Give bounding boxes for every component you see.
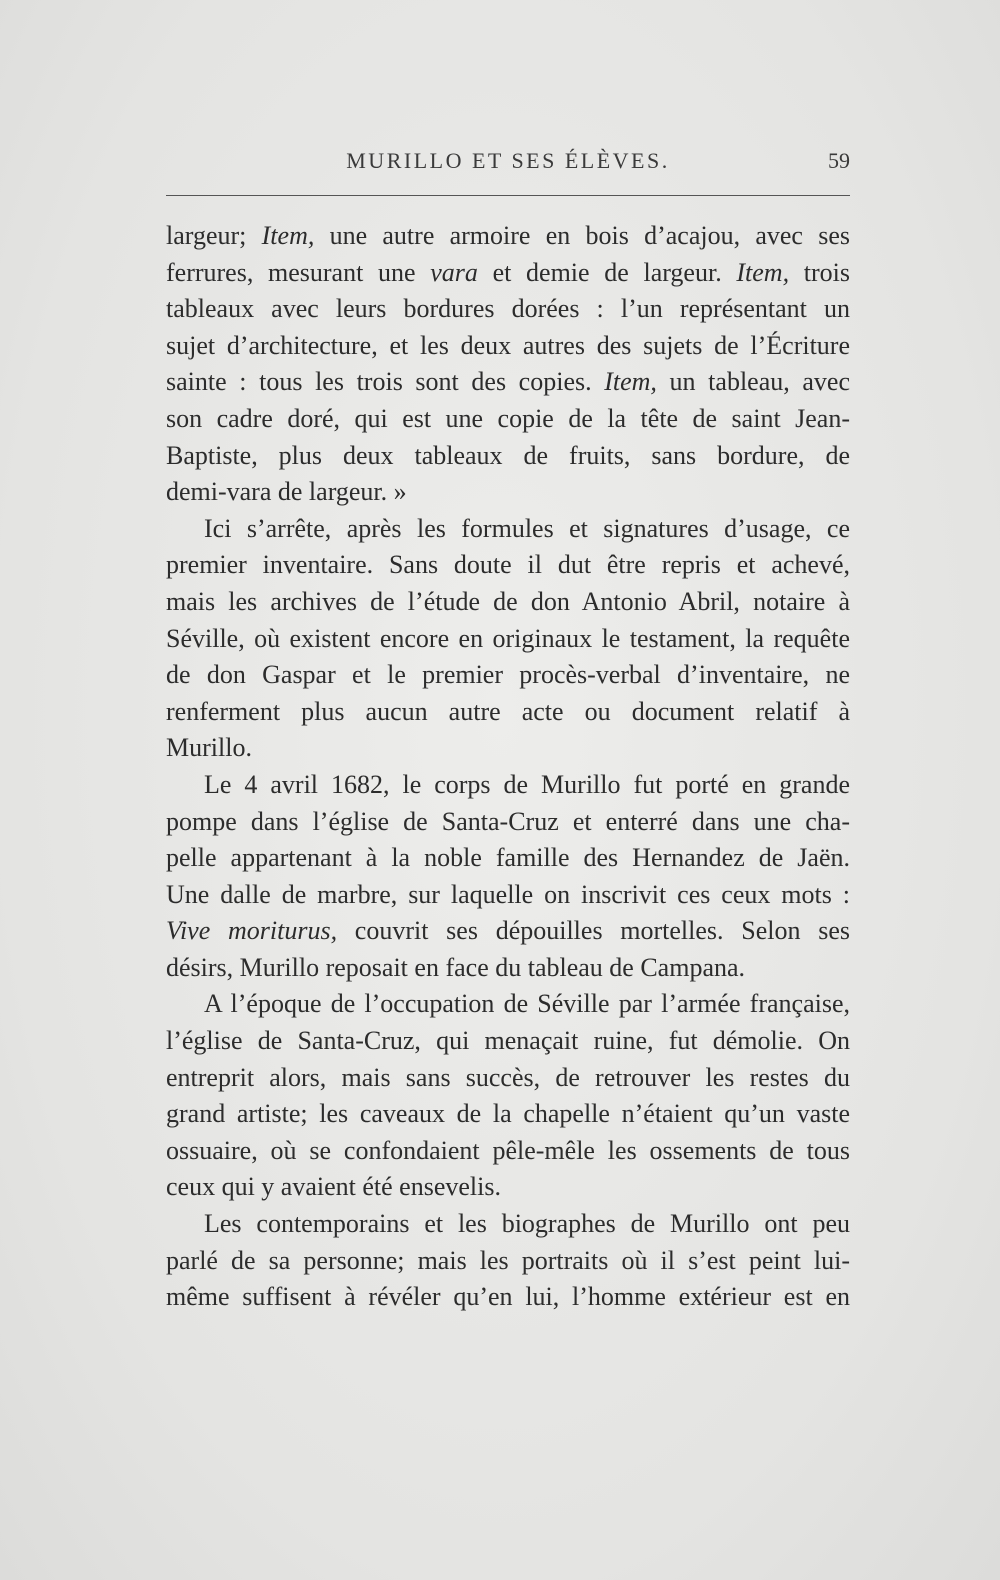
text-line bbox=[166, 804, 850, 841]
text-line bbox=[166, 1096, 850, 1133]
text-line bbox=[166, 621, 850, 658]
text-line bbox=[166, 1060, 850, 1097]
italic-text: Item, bbox=[261, 221, 315, 250]
text-line bbox=[166, 584, 850, 621]
text-line bbox=[166, 1023, 850, 1060]
text-run: même suffisent à révéler qu’en lui, l’homme extérieur est en bbox=[166, 1282, 850, 1312]
text-run: ceux qui y avaient été ensevelis. bbox=[166, 1172, 501, 1202]
text-run: son cadre doré, qui est une copie de la tête de saint Jean- bbox=[166, 403, 850, 433]
text-run: désirs, Murillo reposait en face du tableau de Campana. bbox=[166, 952, 746, 982]
text-run: pompe dans l’église de Santa-Cruz et enterré dans une cha- bbox=[166, 806, 850, 836]
text-line bbox=[166, 328, 850, 365]
text-run: sainte : tous les trois sont des copies. bbox=[166, 367, 605, 397]
text-run: sujet d’architecture, et les deux autres des sujets de l’Écriture bbox=[166, 330, 850, 360]
text-run: Une dalle de marbre, sur laquelle on inscrivit ces ceux mots : bbox=[166, 879, 850, 909]
text-line bbox=[166, 694, 850, 731]
text-line bbox=[166, 986, 850, 1023]
text-run: l’église de Santa-Cruz, qui menaçait ruine, fut démolie. On bbox=[166, 1026, 850, 1056]
text-run: ossuaire, où se confondaient pêle-mêle les ossements de tous bbox=[166, 1135, 850, 1165]
text-run: et demie de largeur. bbox=[477, 257, 737, 287]
text-run: pelle appartenant à la noble famille des Hernandez de Jaën. bbox=[166, 843, 850, 873]
text-line bbox=[166, 950, 850, 987]
text-line bbox=[166, 474, 850, 511]
text-line bbox=[166, 401, 850, 438]
italic-text: vara bbox=[430, 257, 478, 287]
text-line bbox=[166, 547, 850, 584]
text-run: un tableau, avec bbox=[656, 367, 850, 397]
text-run: tableaux avec leurs bordures dorées : l’un représentant un bbox=[166, 294, 850, 324]
text-line bbox=[166, 1169, 850, 1206]
body-text bbox=[166, 218, 850, 1316]
text-run: Murillo. bbox=[166, 733, 252, 763]
text-line bbox=[166, 657, 850, 694]
text-line bbox=[166, 730, 850, 767]
text-line bbox=[166, 877, 850, 914]
text-line bbox=[166, 1206, 850, 1243]
text-run: Le 4 avril 1682, le corps de Murillo fut porté en grande bbox=[204, 769, 850, 799]
text-run: entreprit alors, mais sans succès, de retrouver les restes du bbox=[166, 1062, 850, 1092]
italic-text: Vive moriturus, bbox=[166, 916, 338, 946]
text-run: ferrures, mesurant une bbox=[166, 257, 431, 287]
text-line bbox=[166, 364, 850, 401]
text-line bbox=[166, 291, 850, 328]
text-line bbox=[166, 255, 850, 292]
text-line bbox=[166, 1279, 850, 1316]
text-line bbox=[166, 767, 850, 804]
text-run: largeur; bbox=[166, 221, 262, 250]
running-title: MURILLO ET SES ÉLÈVES. bbox=[346, 148, 670, 173]
text-run: parlé de sa personne; mais les portraits où il s’est peint lui- bbox=[166, 1245, 850, 1275]
text-line bbox=[166, 438, 850, 475]
running-head bbox=[166, 148, 850, 182]
text-line bbox=[166, 840, 850, 877]
text-run: Séville, où existent encore en originaux le testament, la requête bbox=[166, 623, 850, 653]
text-line bbox=[166, 913, 850, 950]
text-run: couvrit ses dépouilles mortelles. Selon ses bbox=[337, 916, 850, 946]
text-line bbox=[166, 511, 850, 548]
text-run: Baptiste, plus deux tableaux de fruits, sans bordure, de bbox=[166, 440, 850, 470]
text-run: de don Gaspar et le premier procès-verbal d’inventaire, ne bbox=[166, 660, 850, 690]
text-run: renferment plus aucun autre acte ou document relatif à bbox=[166, 696, 850, 726]
text-run: Les contemporains et les biographes de Murillo ont peu bbox=[204, 1209, 850, 1239]
text-line bbox=[166, 1243, 850, 1280]
italic-text: Item, bbox=[604, 367, 657, 397]
text-run: premier inventaire. Sans doute il dut être repris et achevé, bbox=[166, 550, 850, 580]
text-run: une autre armoire en bois d’acajou, avec ses bbox=[314, 221, 850, 250]
text-run: demi-vara de largeur. » bbox=[166, 477, 407, 507]
text-run: Ici s’arrête, après les formules et signatures d’usage, ce bbox=[204, 513, 850, 543]
text-run: A l’époque de l’occupation de Séville par l’armée française, bbox=[204, 989, 850, 1019]
text-run: grand artiste; les caveaux de la chapelle n’étaient qu’un vaste bbox=[166, 1099, 850, 1129]
text-run: trois bbox=[789, 257, 850, 287]
text-line bbox=[166, 1133, 850, 1170]
text-line bbox=[166, 218, 850, 255]
text-run: mais les archives de l’étude de don Antonio Abril, notaire à bbox=[166, 586, 850, 616]
header-rule bbox=[166, 195, 850, 196]
page-number: 59 bbox=[828, 148, 850, 173]
italic-text: Item, bbox=[736, 257, 790, 287]
